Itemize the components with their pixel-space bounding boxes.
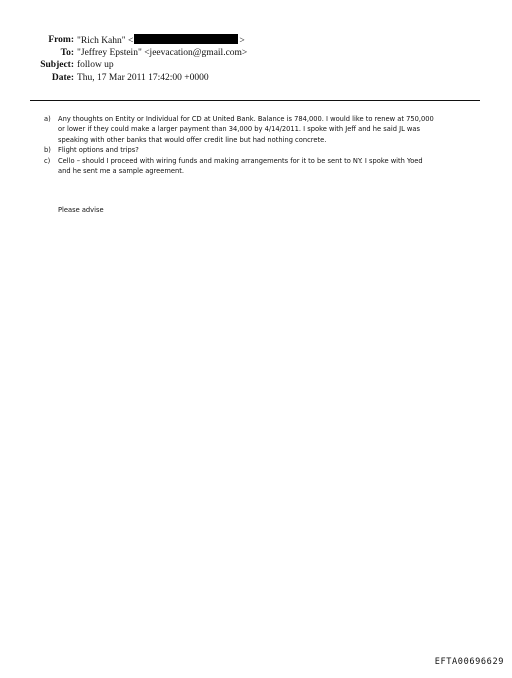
to-value: "Jeffrey Epstein" <jeevacation@gmail.com> — [77, 47, 248, 58]
item-line: Any thoughts on Entity or Individual for CD at United Bank. Balance is 784,000. I would like to renew at 750,000 — [58, 115, 434, 123]
subject-value: follow up — [77, 60, 114, 71]
email-body — [44, 114, 494, 176]
from-row — [0, 34, 300, 47]
from-value — [77, 34, 245, 48]
date-row — [0, 72, 300, 85]
header-divider — [30, 100, 480, 101]
item-letter: c) — [44, 156, 51, 165]
item-letter: a) — [44, 115, 51, 123]
date-value: Thu, 17 Mar 2011 17:42:00 +0000 — [77, 72, 209, 83]
item-line: and he sent me a sample agreement. — [58, 167, 184, 176]
item-line: or lower if they could make a larger payment than 34,000 by 4/14/2011. I spoke with Jeff and he said JL was — [58, 125, 420, 134]
list-item — [44, 156, 494, 177]
redaction-bar — [134, 34, 238, 44]
item-line: speaking with other banks that would offer credit line but had nothing concrete. — [58, 135, 327, 144]
email-header — [0, 34, 300, 84]
from-label: From: — [48, 35, 74, 45]
from-name: "Rich Kahn" < — [77, 36, 134, 46]
from-close-bracket: > — [239, 36, 245, 46]
subject-label: Subject: — [40, 60, 74, 71]
date-label: Date: — [51, 72, 74, 83]
list-item — [44, 114, 494, 145]
item-line: Cello – should I proceed with wiring funds and making arrangements for it to be sent to NY. I spoke with Yoed — [58, 156, 423, 165]
item-letter: b) — [44, 146, 51, 155]
list-item — [44, 145, 494, 155]
closing-text: Please advise — [58, 206, 104, 214]
to-row — [0, 47, 300, 60]
bates-number: EFTA00696629 — [434, 657, 504, 667]
to-label: To: — [60, 47, 74, 58]
subject-row — [0, 59, 300, 72]
item-line: Flight options and trips? — [58, 146, 139, 155]
